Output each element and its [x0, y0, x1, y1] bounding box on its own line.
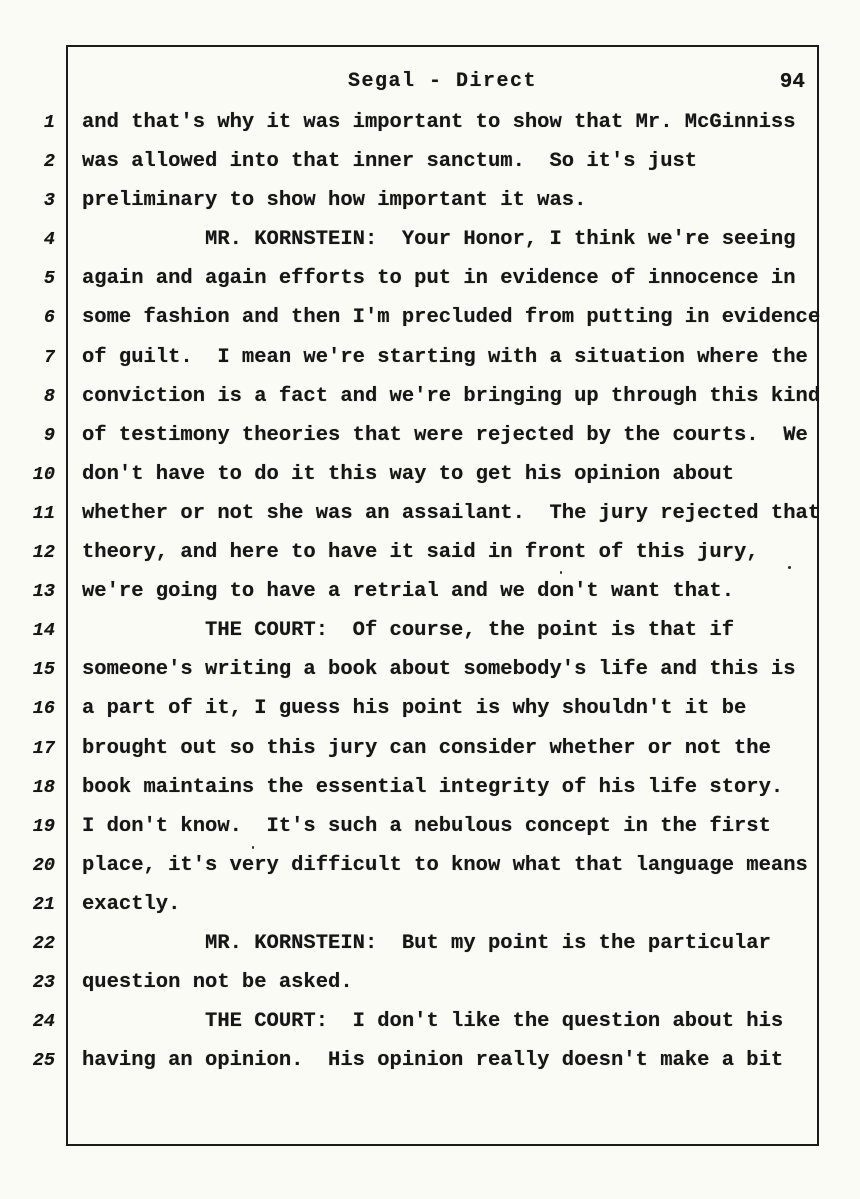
line-text: having an opinion. His opinion really doesn't make a bit — [82, 1049, 784, 1073]
transcript-line — [0, 377, 860, 416]
line-text: was allowed into that inner sanctum. So it's just — [82, 150, 698, 174]
scan-speck — [560, 571, 562, 574]
line-text: whether or not she was an assailant. The jury rejected that — [82, 501, 821, 525]
line-text: again and again efforts to put in evidence of innocence in — [82, 267, 796, 291]
transcript-line — [0, 689, 860, 728]
line-number: 13 — [32, 581, 55, 603]
scan-speck — [252, 846, 254, 849]
transcript-line — [0, 338, 860, 377]
line-number: 25 — [32, 1050, 55, 1072]
line-text: I don't know. It's such a nebulous concept in the first — [82, 814, 771, 838]
line-number: 6 — [43, 307, 55, 329]
line-number: 18 — [32, 776, 55, 798]
transcript-line — [0, 455, 860, 494]
transcript-line — [0, 924, 860, 963]
transcript-line — [0, 572, 860, 611]
line-number: 17 — [32, 737, 55, 759]
transcript-line — [0, 220, 860, 259]
line-number: 19 — [32, 815, 55, 837]
line-number: 9 — [43, 424, 55, 446]
line-text: MR. KORNSTEIN: Your Honor, I think we're seeing — [82, 228, 796, 252]
line-number: 12 — [32, 542, 55, 564]
line-text: and that's why it was important to show that Mr. McGinniss — [82, 111, 796, 134]
line-number: 24 — [32, 1011, 55, 1033]
transcript-line — [0, 768, 860, 807]
line-text: THE COURT: Of course, the point is that if — [82, 619, 735, 643]
line-text: don't have to do it this way to get his opinion about — [82, 462, 735, 486]
transcript-line — [0, 611, 860, 650]
line-number: 14 — [32, 620, 55, 642]
transcript-line — [0, 298, 860, 337]
line-number: 5 — [43, 268, 55, 290]
line-text: of guilt. I mean we're starting with a situation where the — [82, 345, 808, 369]
line-number: 21 — [32, 893, 55, 915]
line-number: 7 — [43, 346, 55, 368]
line-number: 3 — [43, 190, 55, 212]
line-number: 8 — [43, 385, 55, 407]
line-number: 4 — [43, 229, 55, 251]
line-number: 15 — [32, 659, 55, 681]
line-number: 20 — [32, 854, 55, 876]
line-number: 10 — [32, 463, 55, 485]
transcript-line — [0, 416, 860, 455]
line-number: 22 — [32, 932, 55, 954]
transcript-line — [0, 494, 860, 533]
line-text: exactly. — [82, 892, 181, 916]
line-text: question not be asked. — [82, 971, 353, 995]
transcript-line — [0, 729, 860, 768]
line-text: some fashion and then I'm precluded from putting in evidence — [82, 306, 821, 330]
line-text: book maintains the essential integrity of his life story. — [82, 775, 784, 799]
line-number: 16 — [32, 698, 55, 720]
page-number: 94 — [779, 71, 805, 94]
transcript-line — [0, 259, 860, 298]
transcript-line — [0, 533, 860, 572]
transcript-line — [0, 103, 860, 142]
page-header-title: Segal - Direct — [347, 70, 538, 93]
line-text: a part of it, I guess his point is why shouldn't it be — [82, 697, 747, 721]
line-text: someone's writing a book about somebody's life and this is — [82, 658, 796, 682]
line-text: THE COURT: I don't like the question about his — [82, 1010, 784, 1034]
line-text: place, it's very difficult to know what that language means — [82, 853, 808, 877]
transcript-line — [0, 142, 860, 181]
line-text: we're going to have a retrial and we don't want that. — [82, 580, 735, 604]
line-number: 1 — [43, 112, 55, 133]
transcript-line — [0, 181, 860, 220]
transcript-line — [0, 650, 860, 689]
transcript-line — [0, 1002, 860, 1041]
transcript-lines — [0, 103, 860, 1080]
line-number: 23 — [32, 972, 55, 994]
transcript-line — [0, 1041, 860, 1080]
line-text: brought out so this jury can consider whether or not the — [82, 736, 771, 760]
page-header — [66, 70, 819, 100]
transcript-line — [0, 963, 860, 1002]
line-number: 2 — [43, 151, 55, 173]
line-text: conviction is a fact and we're bringing up through this kind — [82, 384, 821, 408]
scan-speck — [788, 566, 791, 569]
line-number: 11 — [32, 502, 55, 524]
line-text: theory, and here to have it said in front of this jury, — [82, 541, 759, 565]
line-text: of testimony theories that were rejected by the courts. We — [82, 423, 808, 447]
line-text: preliminary to show how important it was. — [82, 189, 587, 213]
transcript-line — [0, 885, 860, 924]
transcript-line — [0, 807, 860, 846]
transcript-line — [0, 846, 860, 885]
line-text: MR. KORNSTEIN: But my point is the particular — [82, 931, 771, 955]
